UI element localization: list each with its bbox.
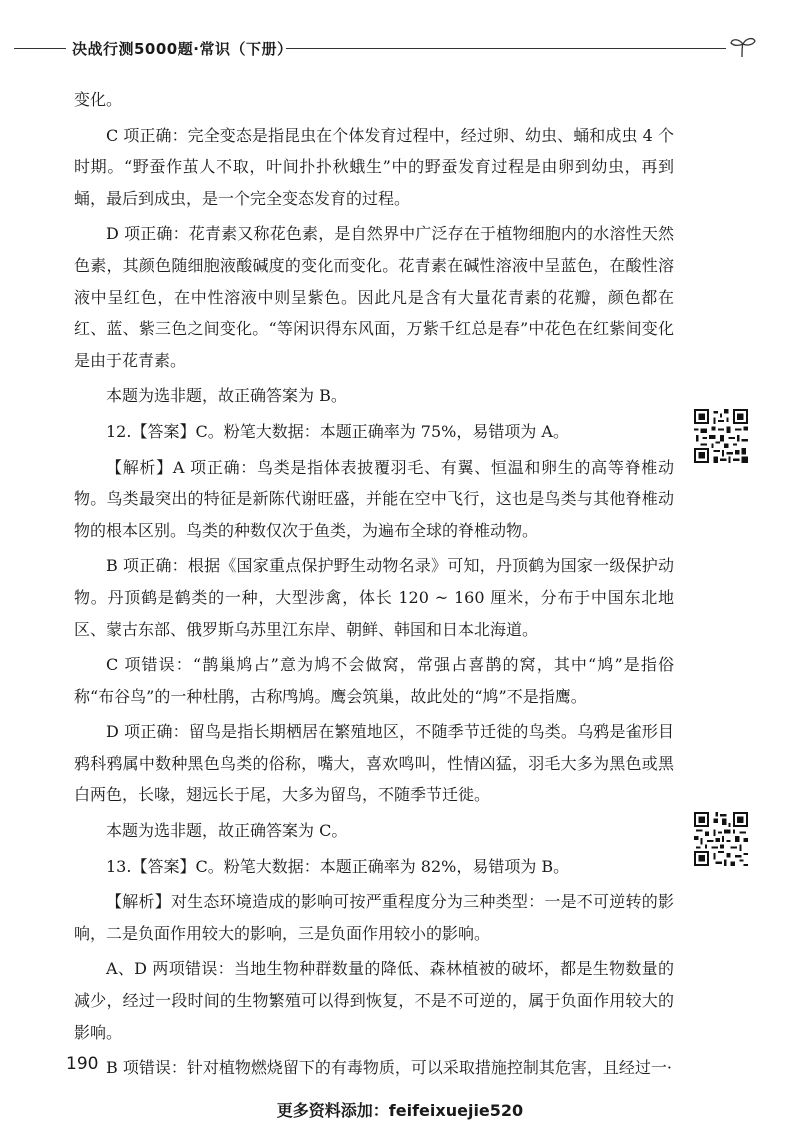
paragraph: C 项正确：完全变态是指昆虫在个体发育过程中，经过卵、幼虫、蛹和成虫 4 个时期。“野蚕作茧人不取，叶间扑扑秋蛾生”中的野蚕发育过程是由卵到幼虫，再到蛹，最后到成虫，是一个完全变态发育的过程。 [74,125,674,208]
paragraph: D 项正确：花青素又称花色素，是自然界中广泛存在于植物细胞内的水溶性天然色素，其颜色随细胞液酸碱度的变化而变化。花青素在碱性溶液中呈蓝色，在酸性溶液中呈红色，在中性溶液中则呈紫色。因此凡是含有大量花青素的花瓣，颜色都在红、蓝、紫三色之间变化。“等闲识得东风面，万紫千红总是春”中花色在红紫间变化是由于花青素。 [74,224,674,370]
paragraph: 本题为选非题，故正确答案为 C。 [106,821,348,841]
book-title: 决战行测5000题·常识（下册） [72,40,293,58]
paragraph: B 项错误：针对植物燃烧留下的有毒物质，可以采取措施控制其危害，且经过一· [106,1058,672,1078]
paragraph: B 项正确：根据《国家重点保护野生动物名录》可知，丹顶鹤为国家一级保护动物。丹顶鹤是鹤类的一种，大型涉禽，体长 120 ~ 160 厘米，分布于中国东北地区、蒙古东部、俄罗斯乌苏里江东岸、朝鲜、韩国和日本北海道。 [74,556,674,639]
paragraph: 本题为选非题，故正确答案为 B。 [106,386,347,406]
header-rule-right [286,48,726,49]
page-body [74,84,674,1084]
paragraph: 变化。 [74,90,123,109]
paragraph: C 项错误：“鹊巢鸠占”意为鸠不会做窝，常强占喜鹊的窝，其中“鸠”是指俗称“布谷鸟”的一种杜鹃，古称鸤鸠。鹰会筑巢，故此处的“鸠”不是指鹰。 [74,655,674,706]
running-header [0,36,800,60]
header-rule-left [14,48,66,49]
answer-line-q13: 13.【答案】C。粉笔大数据：本题正确率为 82%，易错项为 B。 [106,856,570,876]
page-number: 190 [66,1054,99,1074]
sprout-icon [728,36,758,58]
paragraph: A、D 两项错误：当地生物种群数量的降低、森林植被的破坏，都是生物数量的减少，经过一段时间的生物繁殖可以得到恢复，不是不可逆的，属于负面作用较大的影响。 [74,959,674,1042]
answer-line-q12: 12.【答案】C。粉笔大数据：本题正确率为 75%，易错项为 A。 [106,421,569,441]
footer-note: 更多资料添加：feifeixuejie520 [276,1101,524,1120]
paragraph: 【解析】A 项正确：鸟类是指体表披覆羽毛、有翼、恒温和卵生的高等脊椎动物。鸟类最突出的特征是新陈代谢旺盛，并能在空中飞行，这也是鸟类与其他脊椎动物的根本区别。鸟类的种数仅次于鱼类，为遍布全球的脊椎动物。 [74,457,674,540]
qr-code-icon[interactable] [694,812,748,866]
paragraph: D 项正确：留鸟是指长期栖居在繁殖地区，不随季节迁徙的鸟类。乌鸦是雀形目鸦科鸦属中数种黑色鸟类的俗称，嘴大，喜欢鸣叫，性情凶猛，羽毛大多为黑色或黑白两色，长喙，翅远长于尾，大多为留鸟，不随季节迁徙。 [74,722,674,805]
qr-code-icon[interactable] [694,409,748,463]
paragraph: 【解析】对生态环境造成的影响可按严重程度分为三种类型：一是不可逆转的影响，二是负面作用较大的影响，三是负面作用较小的影响。 [74,892,674,943]
